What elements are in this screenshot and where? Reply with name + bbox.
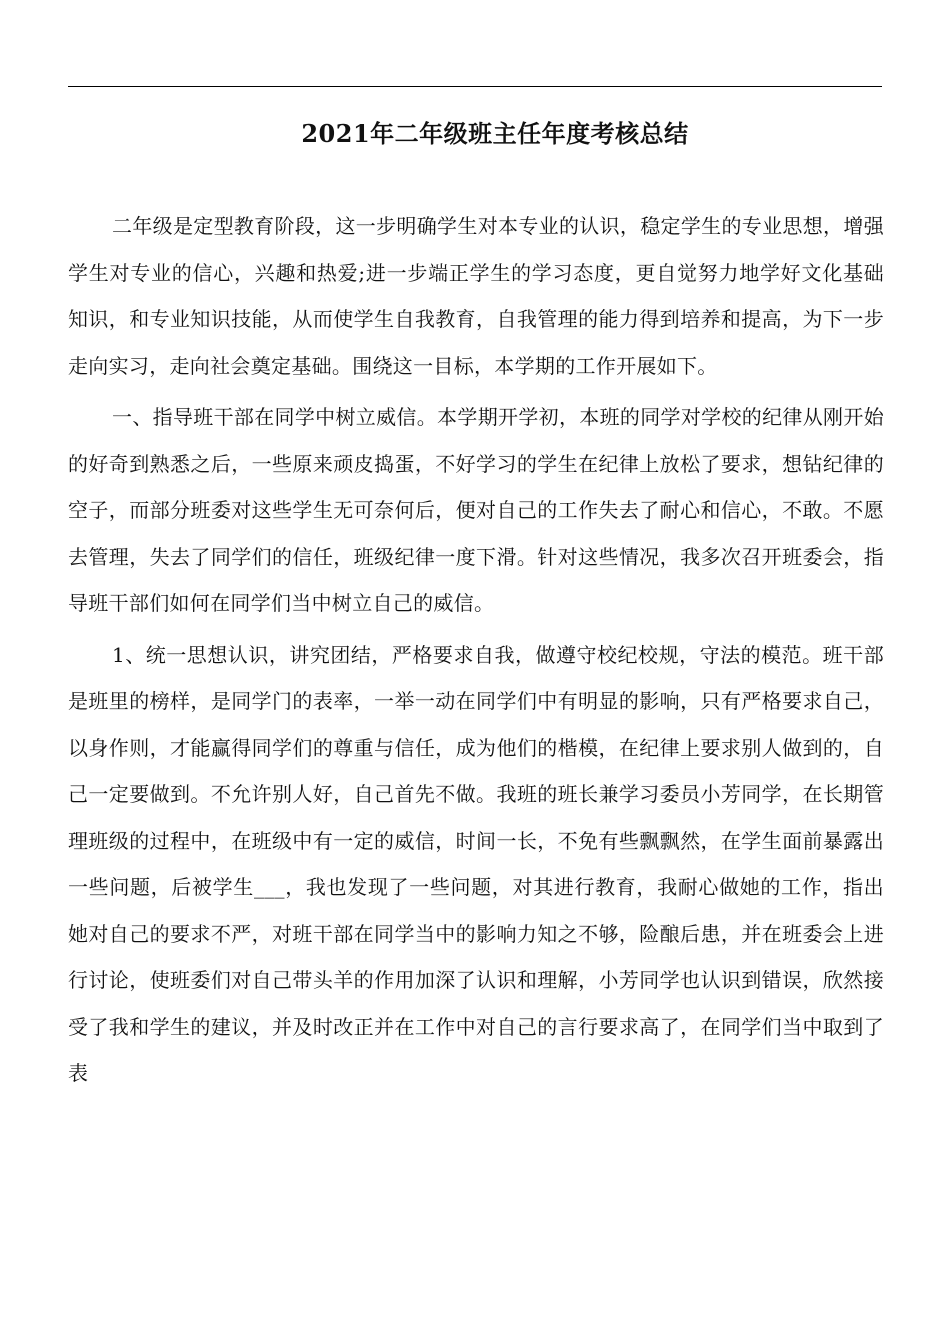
document-title: 2021年二年级班主任年度考核总结 [301, 119, 689, 149]
paragraph-section-1: 一、指导班干部在同学中树立威信。本学期开学初，本班的同学对学校的纪律从刚开始的好奇到熟悉之后，一些原来顽皮捣蛋，不好学习的学生在纪律上放松了要求，想钻纪律的空子，而部分班委对这些学生无可奈何后，便对自己的工作失去了耐心和信心，不敢。不愿去管理，失去了同学们的信任，班级纪律一度下滑。针对这些情况，我多次召开班委会，指导班干部们如何在同学们当中树立自己的威信。 [68, 405, 884, 615]
document-body [68, 203, 884, 1102]
paragraph-item-1: 1、统一思想认识，讲究团结，严格要求自我，做遵守校纪校规，守法的模范。班干部是班里的榜样，是同学门的表率，一举一动在同学们中有明显的影响，只有严格要求自己，以身作则，才能赢得同学们的尊重与信任，成为他们的楷模，在纪律上要求别人做到的，自己一定要做到。不允许别人好，自己首先不做。我班的班长兼学习委员小芳同学，在长期管理班级的过程中，在班级中有一定的威信，时间一长，不免有些飘飘然，在学生面前暴露出一些问题，后被学生___，我也发现了一些问题，对其进行教育，我耐心做她的工作，指出她对自己的要求不严，对班干部在同学当中的影响力知之不够，险酿后患，并在班委会上进行讨论，使班委们对自己带头羊的作用加深了认识和理解，小芳同学也认识到错误，欣然接受了我和学生的建议，并及时改正并在工作中对自己的言行要求高了，在同学们当中取到了表 [68, 642, 884, 1085]
header-rule [68, 86, 882, 87]
paragraph-intro: 二年级是定型教育阶段，这一步明确学生对本专业的认识，稳定学生的专业思想，增强学生对专业的信心，兴趣和热爱;进一步端正学生的学习态度，更自觉努力地学好文化基础知识，和专业知识技能，从而使学生自我教育，自我管理的能力得到培养和提高，为下一步走向实习，走向社会奠定基础。围绕这一目标，本学期的工作开展如下。 [68, 214, 884, 378]
